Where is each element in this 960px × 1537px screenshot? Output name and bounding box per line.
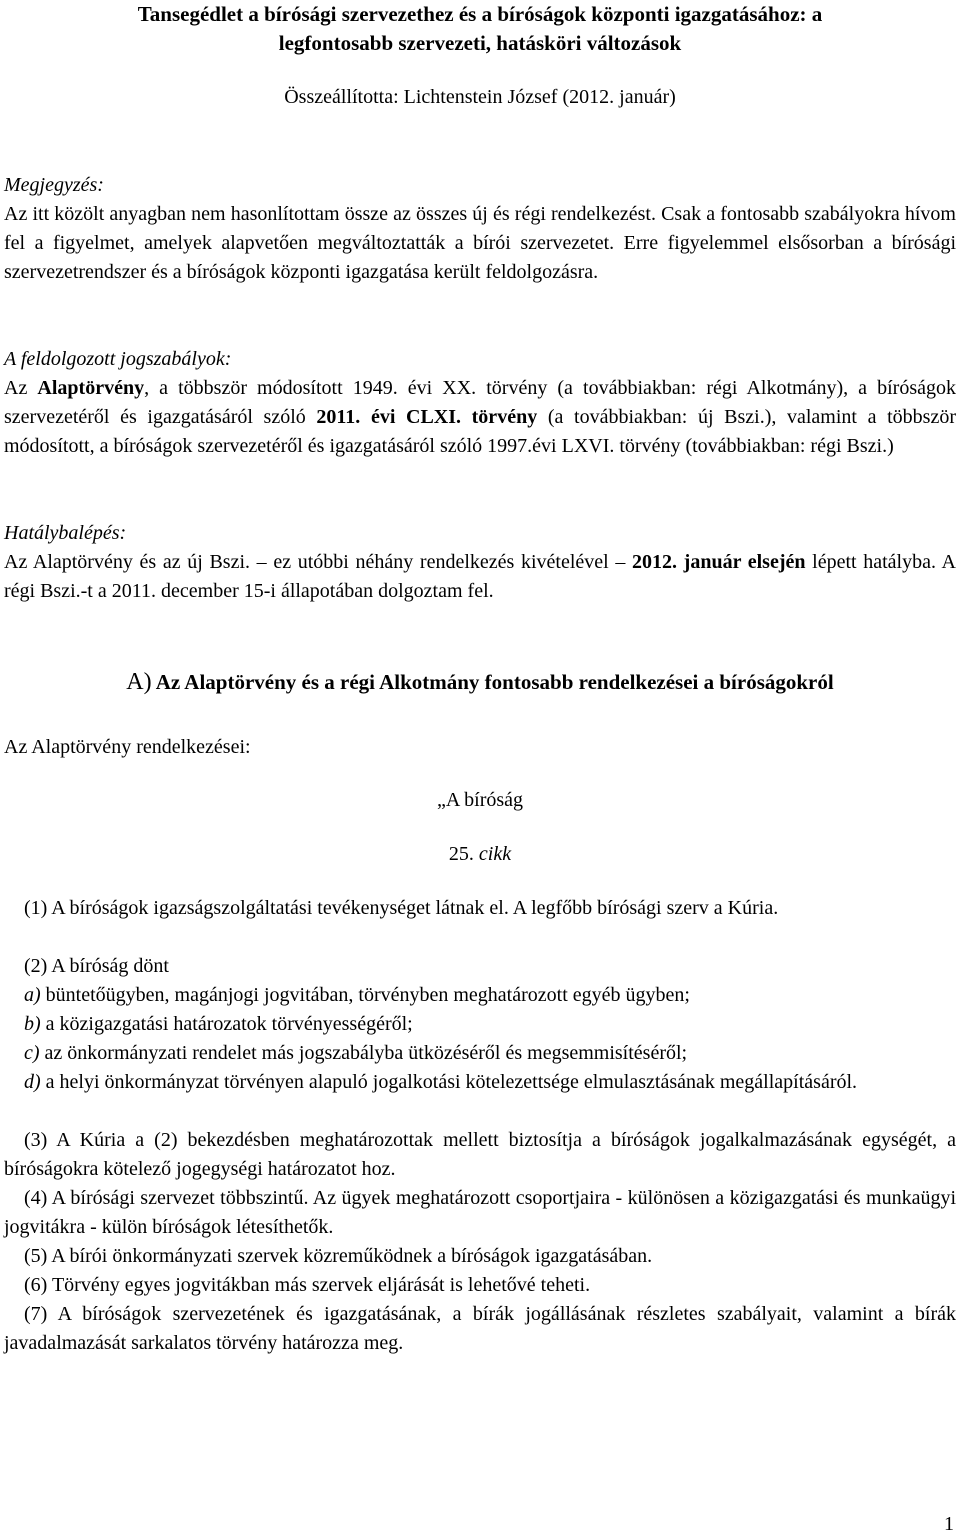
court-heading: „A bíróság xyxy=(436,789,524,811)
document-title xyxy=(0,0,960,58)
point-c-text: az önkormányzati rendelet más jogszabályba ütközéséről és megsemmisítéséről; xyxy=(39,1042,688,1064)
section-a-letter: A) xyxy=(126,669,152,695)
section-a-title: Az Alaptörvény és a régi Alkotmány fontosabb rendelkezései a bíróságokról xyxy=(151,670,834,694)
paragraph-5: (5) A bírói önkormányzati szervek közreműködnek a bíróságok igazgatásában. xyxy=(24,1245,653,1267)
effect-text xyxy=(4,548,956,606)
point-c xyxy=(4,1039,956,1068)
laws-text-part-3: (a továbbiakban: új Bszi.), valamint a többször módosított, a bíróságok szervezetéről és igazgatásáról szóló 1997.évi LXVI. törvény (továbbiakban: régi Bszi.) xyxy=(4,406,956,457)
paragraph-7: (7) A bíróságok szervezetének és igazgatásának, a bírák jogállásának részletes szabályait, valamint a bírák javadalmazását sarkalatos törvény határozza meg. xyxy=(4,1303,956,1354)
laws-text-part-2: , a többször módosított 1949. évi XX. törvény (a továbbiakban: régi Alkotmány), a bíróságok szervezetéről és igazgatásáról szóló xyxy=(4,377,957,428)
title-line-1: Tansegédlet a bírósági szervezethez és a bíróságok központi igazgatásához: a xyxy=(137,2,823,26)
note-text-2: Erre figyelemmel elsősorban a bírósági szervezetrendszer és a bíróságok központi igazgatása került feldolgozásra. xyxy=(4,232,957,283)
point-b-label: b) xyxy=(24,1013,41,1035)
article-number: 25. xyxy=(448,843,474,865)
laws-bold-alaptorveny: Alaptörvény xyxy=(37,377,145,399)
paragraph-2: (2) A bíróság dönt xyxy=(24,955,169,977)
compiler-line: Összeállította: Lichtenstein József (2012. január) xyxy=(284,86,676,108)
paragraph-3: (3) A Kúria a (2) bekezdésben meghatározottak mellett biztosítja a bíróságok jogalkalmazásának egységét, a bíróságokra kötelező jogegységi határozatot hoz. xyxy=(4,1129,956,1180)
point-d-text: a helyi önkormányzat törvényen alapuló jogalkotási kötelezettsége elmulasztásának megállapításáról. xyxy=(40,1071,858,1093)
provisions-label: Az Alaptörvény rendelkezései: xyxy=(4,736,251,758)
title-line-2: legfontosabb szervezeti, hatásköri változások xyxy=(278,31,682,55)
point-b xyxy=(4,1010,956,1039)
section-a-heading xyxy=(0,668,960,697)
point-b-text: a közigazgatási határozatok törvényességéről; xyxy=(40,1013,413,1035)
point-a-text: büntetőügyben, magánjogi jogvitában, törvényben meghatározott egyéb ügyben; xyxy=(40,984,690,1006)
laws-bold-new-bszi: 2011. évi CLXI. törvény xyxy=(316,406,538,428)
laws-label: A feldolgozott jogszabályok: xyxy=(4,348,232,370)
laws-text xyxy=(4,374,956,461)
point-a xyxy=(4,981,956,1010)
note-label: Megjegyzés: xyxy=(4,174,104,196)
note-text xyxy=(4,200,956,287)
laws-text-part-1: Az xyxy=(4,377,38,399)
paragraph-1: (1) A bíróságok igazságszolgáltatási tevékenységet látnak el. A legfőbb bírósági szerv a Kúria. xyxy=(24,897,779,919)
point-a-label: a) xyxy=(24,984,41,1006)
note-text-1: Az itt közölt anyagban nem hasonlítottam össze az összes új és régi rendelkezést. Csak a fontosabb szabályokra hívom fel a figyelmet, amelyek alapvetően megváltoztatták a bírói szervezetet. xyxy=(4,203,956,254)
effect-label: Hatálybalépés: xyxy=(4,522,127,544)
point-c-label: c) xyxy=(24,1042,40,1064)
article-heading xyxy=(0,840,960,869)
point-d xyxy=(4,1068,956,1097)
effect-bold-date: 2012. január elsején xyxy=(632,551,806,573)
point-d-label: d) xyxy=(24,1071,41,1093)
effect-text-part-1: Az Alaptörvény és az új Bszi. – ez utóbbi néhány rendelkezés kivételével – xyxy=(4,551,632,573)
effect-text-part-2: lépett hatályba. A régi Bszi.-t a 2011. december 15-i állapotában dolgoztam fel. xyxy=(4,551,956,602)
page-number: 1 xyxy=(944,1513,954,1535)
article-word: cikk xyxy=(478,843,512,865)
paragraph-6: (6) Törvény egyes jogvitákban más szervek eljárását is lehetővé teheti. xyxy=(24,1274,591,1296)
paragraph-4: (4) A bírósági szervezet többszintű. Az ügyek meghatározott csoportjaira - különösen a közigazgatási és munkaügyi jogvitákra - külön bíróságok létesíthetők. xyxy=(4,1187,956,1238)
